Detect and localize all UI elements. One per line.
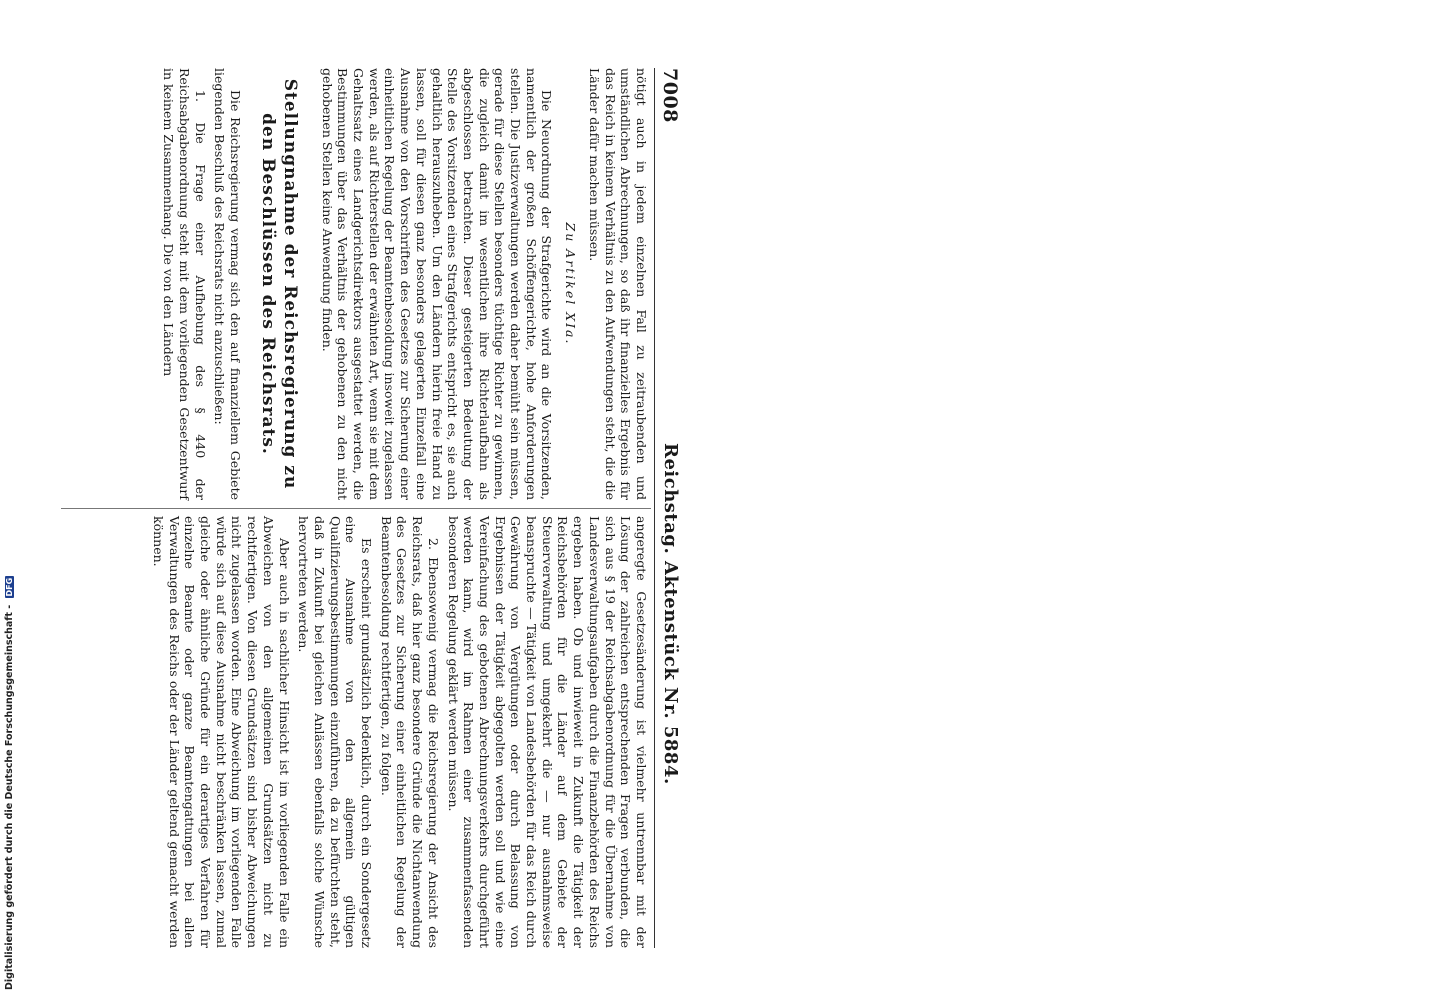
section-heading: Stellungnahme der Reichsregierung zu den Beschlüssen des Reichsrats. xyxy=(257,78,300,490)
right-column xyxy=(146,516,649,948)
digitization-text: Digitalisierung gefördert durch die Deutsche Forschungsgemeinschaft - xyxy=(4,604,15,990)
paragraph: 2. Ebensowenig vermag die Reichsregierung der Ansicht des Reichsrats, daß hier ganz besondere Gründe die Nichtanwendung des Gesetzes zur Sicherung einer einheitlichen Regelung der Beamtenbesoldung rechtfertigen, zu folgen. xyxy=(378,516,441,948)
left-column xyxy=(156,68,649,500)
paragraph: angeregte Gesetzesänderung ist vielmehr untrennbar mit der Lösung der zahlreichen entsprechenden Fragen verbunden, die sich aus § 19 der Reichsabgabenordnung für die Übernahme von Landesverwaltungsaufgaben durch die Finanzbehörden des Reichs ergeben haben. Ob und inwieweit in Zukunft die Tätigkeit der Reichsbehörden für die Länder auf dem Gebiete der Steuerverwaltung und umgekehrt die — nur ausnahmsweise beanspruchte — Tätigkeit von Landesbehörden für das Reich durch Gewährung von Vergütungen oder durch Belassung von Ergebnissen der Tätigkeit abgegolten werden soll und wie eine Vereinfachung des gebotenen Abrechnungsverkehrs durchgeführt werden kann, wird im Rahmen einer zusammenfassenden besonderen Regelung geklärt werden müssen. xyxy=(445,516,649,948)
page-number: 7008 xyxy=(659,68,681,123)
header-rule xyxy=(654,68,655,948)
dfg-logo-icon: DFG xyxy=(5,577,14,597)
article-subheading: Zu Artikel XIa. xyxy=(563,222,579,346)
paragraph: nötigt auch in jedem einzelnen Fall zu zeitraubenden und umständlichen Abrechnungen, so daß ihr finanzielles Ergebnis für das Reich in keinem Verhältnis zu den Aufwendungen steht, die die Länder dafür machen müssen. xyxy=(586,68,649,500)
scanned-page xyxy=(53,68,683,948)
digitization-note xyxy=(4,577,16,990)
paragraph: Die Reichsregierung vermag sich den auf finanziellem Gebiete liegenden Beschluß des Reichsrats nicht anzuschließen: xyxy=(212,68,243,500)
paragraph: Es erscheint grundsätzlich bedenklich, durch ein Sondergesetz eine Ausnahme von den allgemein gültigen Qualifizierungsbestimmungen einzuführen, da zu befürchten steht, daß in Zukunft bei gleichen Anlässen ebenfalls solche Wünsche hervortreten werden. xyxy=(296,516,375,948)
page-title: Reichstag. Aktenstück Nr. 5884. xyxy=(660,443,681,785)
page-header xyxy=(657,68,683,948)
paragraph: 1. Die Frage einer Aufhebung des § 440 der Reichsabgabenordnung steht mit dem vorliegenden Gesetzentwurf in keinem Zusammenhang. Die von den Ländern xyxy=(161,68,208,500)
paragraph: Aber auch in sachlicher Hinsicht ist im vorliegenden Falle ein Abweichen von den allgemeinen Grundsätzen nicht zu rechtfertigen. Von diesen Grundsätzen sind bisher Abweichungen nicht zugelassen worden. Eine Abweichung im vorliegenden Falle würde sich auf diese Ausnahme nicht beschränken lassen, zumal gleiche oder ähnliche Gründe für ein derartiges Verfahren für einzelne Beamte oder ganze Beamtengattungen bei allen Verwaltungen des Reichs oder der Länder geltend gemacht werden können. xyxy=(150,516,292,948)
paragraph: Die Neuordnung der Strafgerichte wird an die Vorsitzenden, namentlich der großen Schöffengerichte, hohe Anforderungen stellen. Die Justizverwaltungen werden daher bemüht sein müssen, gerade für diese Stellen besonders tüchtige Richter zu gewinnen, die zugleich damit im wesentlichen ihre Richterlaufbahn als abgeschlossen betrachten. Dieser gesteigerten Bedeutung der Stelle des Vorsitzenden eines Strafgerichts entspricht es, sie auch gehaltlich herauszuheben. Um den Ländern hierin freie Hand zu lassen, soll für diesen ganz besonders gelagerten Einzelfall eine Ausnahme von den Vorschriften des Gesetzes zur Sicherung einer einheitlichen Regelung der Beamtenbesoldung insoweit zugelassen werden, als auf Richterstellen der erwähnten Art, wenn sie mit dem Gehaltssatz eines Landgerichtsdirektors ausgestattet werden, die Bestimmungen über das Verhältnis der gehobenen zu den nicht gehobenen Stellen keine Anwendung finden. xyxy=(319,68,555,500)
column-divider xyxy=(61,508,651,509)
